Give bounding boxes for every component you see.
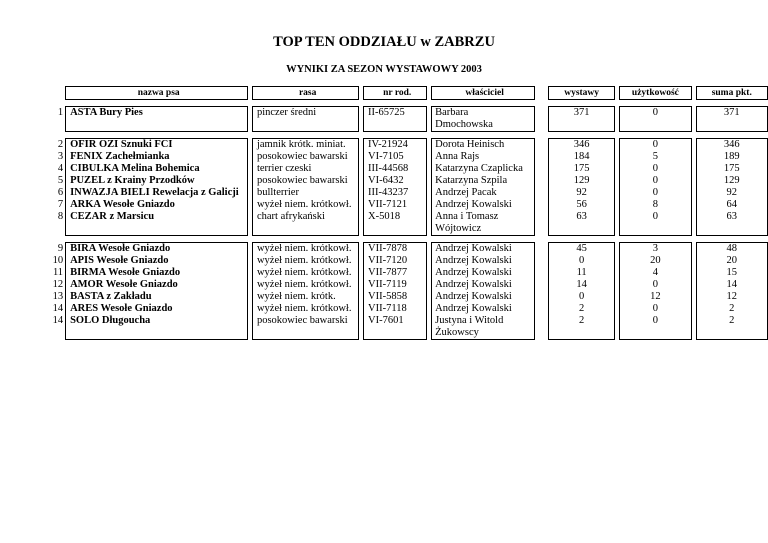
owner-name: Katarzyna Szpila <box>432 175 535 187</box>
total-points <box>696 327 767 340</box>
registration-number: VII-7119 <box>364 279 427 291</box>
utility-points: 0 <box>619 163 691 175</box>
total-points <box>696 119 767 132</box>
row-index: 3 <box>57 151 64 162</box>
utility-points: 4 <box>619 267 691 279</box>
row-index: 14 <box>52 303 64 314</box>
total-points: 48 <box>696 243 767 256</box>
dog-name <box>66 327 248 340</box>
dog-name: APIS Wesołe Gniazdo <box>66 255 248 267</box>
total-points: 64 <box>696 199 767 211</box>
shows-points: 92 <box>548 187 614 199</box>
registration-number: VII-7121 <box>364 199 427 211</box>
table-header-row <box>42 87 768 100</box>
dog-breed <box>252 119 358 132</box>
dog-breed <box>252 223 358 236</box>
utility-points: 20 <box>619 255 691 267</box>
registration-number: VII-5858 <box>364 291 427 303</box>
table-row <box>42 107 768 120</box>
total-points: 63 <box>696 211 767 223</box>
registration-number: VI-6432 <box>364 175 427 187</box>
table-row-continuation <box>42 119 768 132</box>
shows-points: 56 <box>548 199 614 211</box>
row-index <box>42 119 66 132</box>
total-points: 371 <box>696 107 767 120</box>
results-table <box>42 86 768 340</box>
shows-points: 11 <box>548 267 614 279</box>
table-row-continuation <box>42 327 768 340</box>
owner-name: Wójtowicz <box>432 223 535 236</box>
table-row <box>42 315 768 327</box>
registration-number <box>364 119 427 132</box>
dog-breed: wyżeł niem. krótkowł. <box>252 267 358 279</box>
utility-points: 0 <box>619 279 691 291</box>
total-points: 346 <box>696 139 767 152</box>
owner-name: Andrzej Kowalski <box>432 199 535 211</box>
dog-name: CIBULKA Melina Bohemica <box>66 163 248 175</box>
total-points: 14 <box>696 279 767 291</box>
shows-points: 184 <box>548 151 614 163</box>
utility-points: 3 <box>619 243 691 256</box>
owner-name: Andrzej Kowalski <box>432 279 535 291</box>
utility-points: 0 <box>619 107 691 120</box>
owner-name: Andrzej Kowalski <box>432 303 535 315</box>
shows-points <box>548 327 614 340</box>
dog-breed: wyżeł niem. krótk. <box>252 291 358 303</box>
row-index: 2 <box>57 138 64 150</box>
utility-points: 0 <box>619 187 691 199</box>
dog-name: ARES Wesołe Gniazdo <box>66 303 248 315</box>
shows-points <box>548 119 614 132</box>
total-points: 175 <box>696 163 767 175</box>
document-title: TOP TEN ODDZIAŁU w ZABRZU <box>273 34 495 50</box>
owner-name: Andrzej Kowalski <box>432 267 535 279</box>
total-points: 92 <box>696 187 767 199</box>
shows-points: 2 <box>548 315 614 327</box>
dog-name: CEZAR z Marsicu <box>66 211 248 223</box>
utility-points: 0 <box>619 139 691 152</box>
dog-name: OFIR OZI Sznuki FCI <box>66 139 248 152</box>
dog-name <box>66 119 248 132</box>
dog-name <box>66 223 248 236</box>
row-index: 12 <box>52 279 64 290</box>
dog-breed: wyżeł niem. krótkowł. <box>252 255 358 267</box>
total-points: 2 <box>696 315 767 327</box>
total-points: 2 <box>696 303 767 315</box>
owner-name: Andrzej Kowalski <box>432 243 535 256</box>
row-index: 13 <box>52 291 64 302</box>
owner-name: Dorota Heinisch <box>432 139 535 152</box>
table-row <box>42 199 768 211</box>
table-row <box>42 255 768 267</box>
owner-name: Anna i Tomasz <box>432 211 535 223</box>
utility-points: 0 <box>619 211 691 223</box>
shows-points: 175 <box>548 163 614 175</box>
utility-points: 0 <box>619 315 691 327</box>
dog-name: FENIX Zachełmianka <box>66 151 248 163</box>
header-utility: użytkowość <box>619 87 691 100</box>
utility-points <box>619 327 691 340</box>
table-row <box>42 187 768 199</box>
row-index: 5 <box>57 175 64 186</box>
table-row <box>42 279 768 291</box>
utility-points: 5 <box>619 151 691 163</box>
utility-points: 0 <box>619 303 691 315</box>
dog-breed: wyżeł niem. krótkowł. <box>252 303 358 315</box>
table-row <box>42 163 768 175</box>
registration-number: III-44568 <box>364 163 427 175</box>
row-index: 11 <box>52 267 64 278</box>
dog-breed: terrier czeski <box>252 163 358 175</box>
document-subtitle: WYNIKI ZA SEZON WYSTAWOWY 2003 <box>286 64 482 75</box>
header-breed: rasa <box>252 87 358 100</box>
dog-breed: wyżeł niem. krótkowł. <box>252 279 358 291</box>
header-owner: właściciel <box>432 87 535 100</box>
row-index: 7 <box>57 199 64 210</box>
total-points: 129 <box>696 175 767 187</box>
total-points <box>696 223 767 236</box>
shows-points: 346 <box>548 139 614 152</box>
dog-name: BIRMA Wesołe Gniazdo <box>66 267 248 279</box>
shows-points: 0 <box>548 255 614 267</box>
table-row <box>42 139 768 152</box>
row-index: 4 <box>57 163 64 174</box>
table-row <box>42 175 768 187</box>
registration-number: IV-21924 <box>364 139 427 152</box>
owner-name: Andrzej Pacak <box>432 187 535 199</box>
row-index: 8 <box>57 211 64 222</box>
utility-points <box>619 223 691 236</box>
table-row <box>42 151 768 163</box>
row-index: 10 <box>52 255 64 266</box>
shows-points: 371 <box>548 107 614 120</box>
utility-points: 0 <box>619 175 691 187</box>
owner-name: Żukowscy <box>432 327 535 340</box>
shows-points: 63 <box>548 211 614 223</box>
row-index <box>42 327 66 340</box>
shows-points: 45 <box>548 243 614 256</box>
dog-breed: posokowiec bawarski <box>252 175 358 187</box>
utility-points: 8 <box>619 199 691 211</box>
table-row <box>42 243 768 256</box>
dog-breed: wyżeł niem. krótkowł. <box>252 199 358 211</box>
group-spacer <box>42 236 768 243</box>
shows-points: 0 <box>548 291 614 303</box>
dog-breed: chart afrykański <box>252 211 358 223</box>
dog-breed: posokowiec bawarski <box>252 151 358 163</box>
table-row <box>42 291 768 303</box>
row-index: 14 <box>52 315 64 326</box>
shows-points <box>548 223 614 236</box>
total-points: 189 <box>696 151 767 163</box>
row-index: 1 <box>57 106 64 118</box>
header-total: suma pkt. <box>696 87 767 100</box>
row-index: 9 <box>57 242 64 254</box>
owner-name: Justyna i Witold <box>432 315 535 327</box>
registration-number: VII-7878 <box>364 243 427 256</box>
registration-number: III-43237 <box>364 187 427 199</box>
owner-name: Dmochowska <box>432 119 535 132</box>
group-spacer <box>42 132 768 139</box>
dog-name: BIRA Wesołe Gniazdo <box>66 243 248 256</box>
owner-name: Katarzyna Czaplicka <box>432 163 535 175</box>
dog-breed: posokowiec bawarski <box>252 315 358 327</box>
dog-name: ARKA Wesołe Gniazdo <box>66 199 248 211</box>
dog-name: ASTA Bury Pies <box>66 107 248 120</box>
total-points: 12 <box>696 291 767 303</box>
table-row <box>42 267 768 279</box>
utility-points: 12 <box>619 291 691 303</box>
header-spacer <box>42 100 768 107</box>
shows-points: 129 <box>548 175 614 187</box>
header-shows: wystawy <box>548 87 614 100</box>
dog-breed: jamnik krótk. miniat. <box>252 139 358 152</box>
dog-breed: wyżeł niem. krótkowł. <box>252 243 358 256</box>
table-row <box>42 303 768 315</box>
registration-number: X-5018 <box>364 211 427 223</box>
row-index: 6 <box>57 187 64 198</box>
owner-name: Anna Rajs <box>432 151 535 163</box>
dog-name: SOLO Długoucha <box>66 315 248 327</box>
dog-name: INWAZJA BIELI Rewelacja z Galicji <box>66 187 248 199</box>
registration-number: VII-7877 <box>364 267 427 279</box>
total-points: 15 <box>696 267 767 279</box>
dog-breed <box>252 327 358 340</box>
registration-number: VI-7601 <box>364 315 427 327</box>
owner-name: Andrzej Kowalski <box>432 291 535 303</box>
dog-breed: bullterrier <box>252 187 358 199</box>
registration-number <box>364 327 427 340</box>
shows-points: 2 <box>548 303 614 315</box>
registration-number: II-65725 <box>364 107 427 120</box>
dog-name: BASTA z Zakładu <box>66 291 248 303</box>
registration-number <box>364 223 427 236</box>
table-row-continuation <box>42 223 768 236</box>
dog-name: PUZEL z Krainy Przodków <box>66 175 248 187</box>
dog-name: AMOR Wesołe Gniazdo <box>66 279 248 291</box>
utility-points <box>619 119 691 132</box>
header-reg: nr rod. <box>364 87 427 100</box>
registration-number: VI-7105 <box>364 151 427 163</box>
total-points: 20 <box>696 255 767 267</box>
registration-number: VII-7118 <box>364 303 427 315</box>
owner-name: Andrzej Kowalski <box>432 255 535 267</box>
table-row <box>42 211 768 223</box>
row-index <box>42 223 66 236</box>
header-name: nazwa psa <box>66 87 248 100</box>
registration-number: VII-7120 <box>364 255 427 267</box>
shows-points: 14 <box>548 279 614 291</box>
owner-name: Barbara <box>432 107 535 120</box>
dog-breed: pinczer średni <box>252 107 358 120</box>
